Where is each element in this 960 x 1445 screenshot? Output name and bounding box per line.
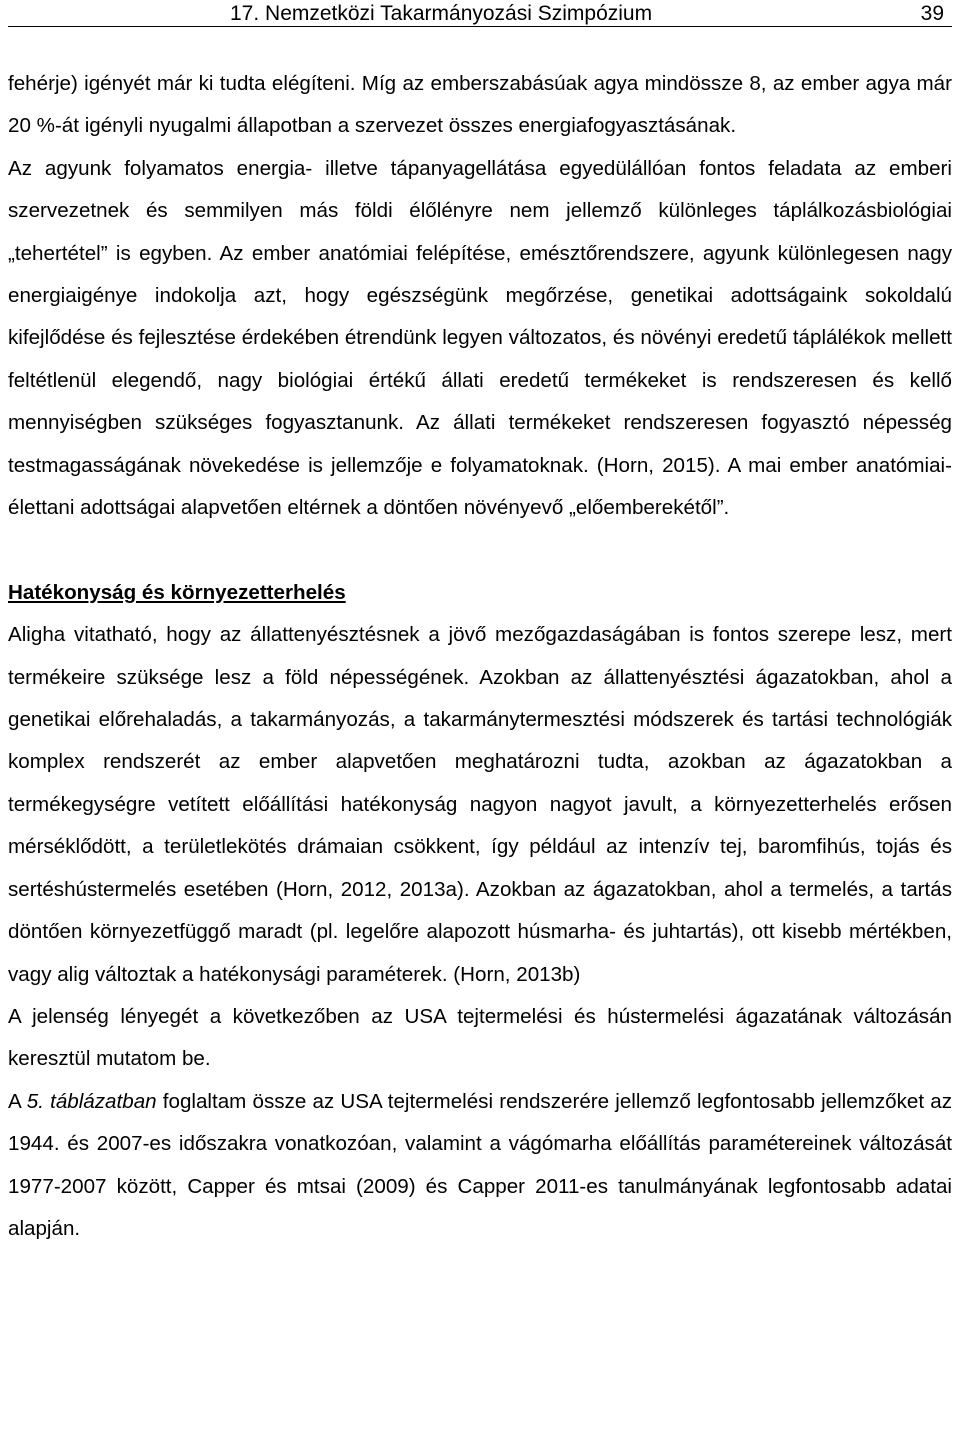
paragraph-5-lead: A xyxy=(8,1089,27,1113)
table-reference: 5. táblázatban xyxy=(26,1089,157,1113)
section-heading: Hatékonyság és környezetterhelés xyxy=(8,580,346,604)
paragraph-4: A jelenség lényegét a következőben az USA tejtermelési és hústermelési ágazatának változásán keresztül mutatom be. xyxy=(8,1004,952,1071)
page-header xyxy=(8,0,952,27)
paragraph-5-rest: foglaltam össze az USA tejtermelési rendszerére jellemző legfontosabb jellemzőket az 1944. és 2007-es időszakra vonatkozóan, valamint a vágómarha előállítás paramétereinek változását 1977-2007 között, Capper és mtsai (2009) és Capper 2011-es tanulmányának legfontosabb adatai alapján. xyxy=(8,1089,952,1240)
paragraph-5 xyxy=(8,1081,952,1251)
paragraph-3: Aligha vitatható, hogy az állattenyésztésnek a jövő mezőgazdaságában is fontos szerepe lesz, mert termékeire szüksége lesz a föld népességének. Azokban az állattenyésztési ágazatokban, ahol a genetikai előrehaladás, a takarmányozás, a takarmánytermesztési módszerek és tartási technológiák komplex rendszerét az ember alapvetően meghatározni tudta, azokban az ágazatokban a termékegységre vetített előállítási hatékonyság nagyon nagyot javult, a környezetterhelés erősen mérséklődött, a területlekötés drámaian csökkent, így például az intenzív tej, baromfihús, tojás és sertéshústermelés esetében (Horn, 2012, 2013a). Azokban az ágazatokban, ahol a termelés, a tartás döntően környezetfüggő maradt (pl. legelőre alapozott húsmarha- és juhtartás), ott kisebb mértékben, vagy alig változtak a hatékonysági paraméterek. (Horn, 2013b) xyxy=(8,623,952,986)
page-number: 39 xyxy=(920,2,944,25)
paragraph-gap xyxy=(8,529,952,571)
paragraph-1: fehérje) igényét már ki tudta elégíteni. Míg az emberszabásúak agya mindössze 8, az ember agya már 20 %-át igényli nyugalmi állapotban a szervezet összes energiafogyasztásának. xyxy=(8,72,952,138)
paragraph-2: Az agyunk folyamatos energia- illetve tápanyagellátása egyedülállóan fontos feladata az emberi szervezetnek és semmilyen más földi élőlényre nem jellemző különleges táplálkozásbiológiai „tehertétel” is egyben. Az ember anatómiai felépítése, emésztőrendszere, agyunk különlegesen nagy energiaigénye indokolja azt, hogy egészségünk megőrzése, genetikai adottságaink sokoldalú kifejlődése és fejlesztése érdekében étrendünk legyen változatos, és növényi eredetű táplálékok mellett feltétlenül elegendő, nagy biológiai értékű állati eredetű termékeket is rendszeresen és kellő mennyiségben szükséges fogyasztanunk. Az állati termékeket rendszeresen fogyasztó népesség testmagasságának növekedése is jellemzője e folyamatoknak. (Horn, 2015). A mai ember anatómiai-élettani adottságai alapvetően eltérnek a döntően növényevő „előemberekétől”. xyxy=(8,156,952,520)
header-title: 17. Nemzetközi Takarmányozási Szimpózium xyxy=(230,2,653,25)
